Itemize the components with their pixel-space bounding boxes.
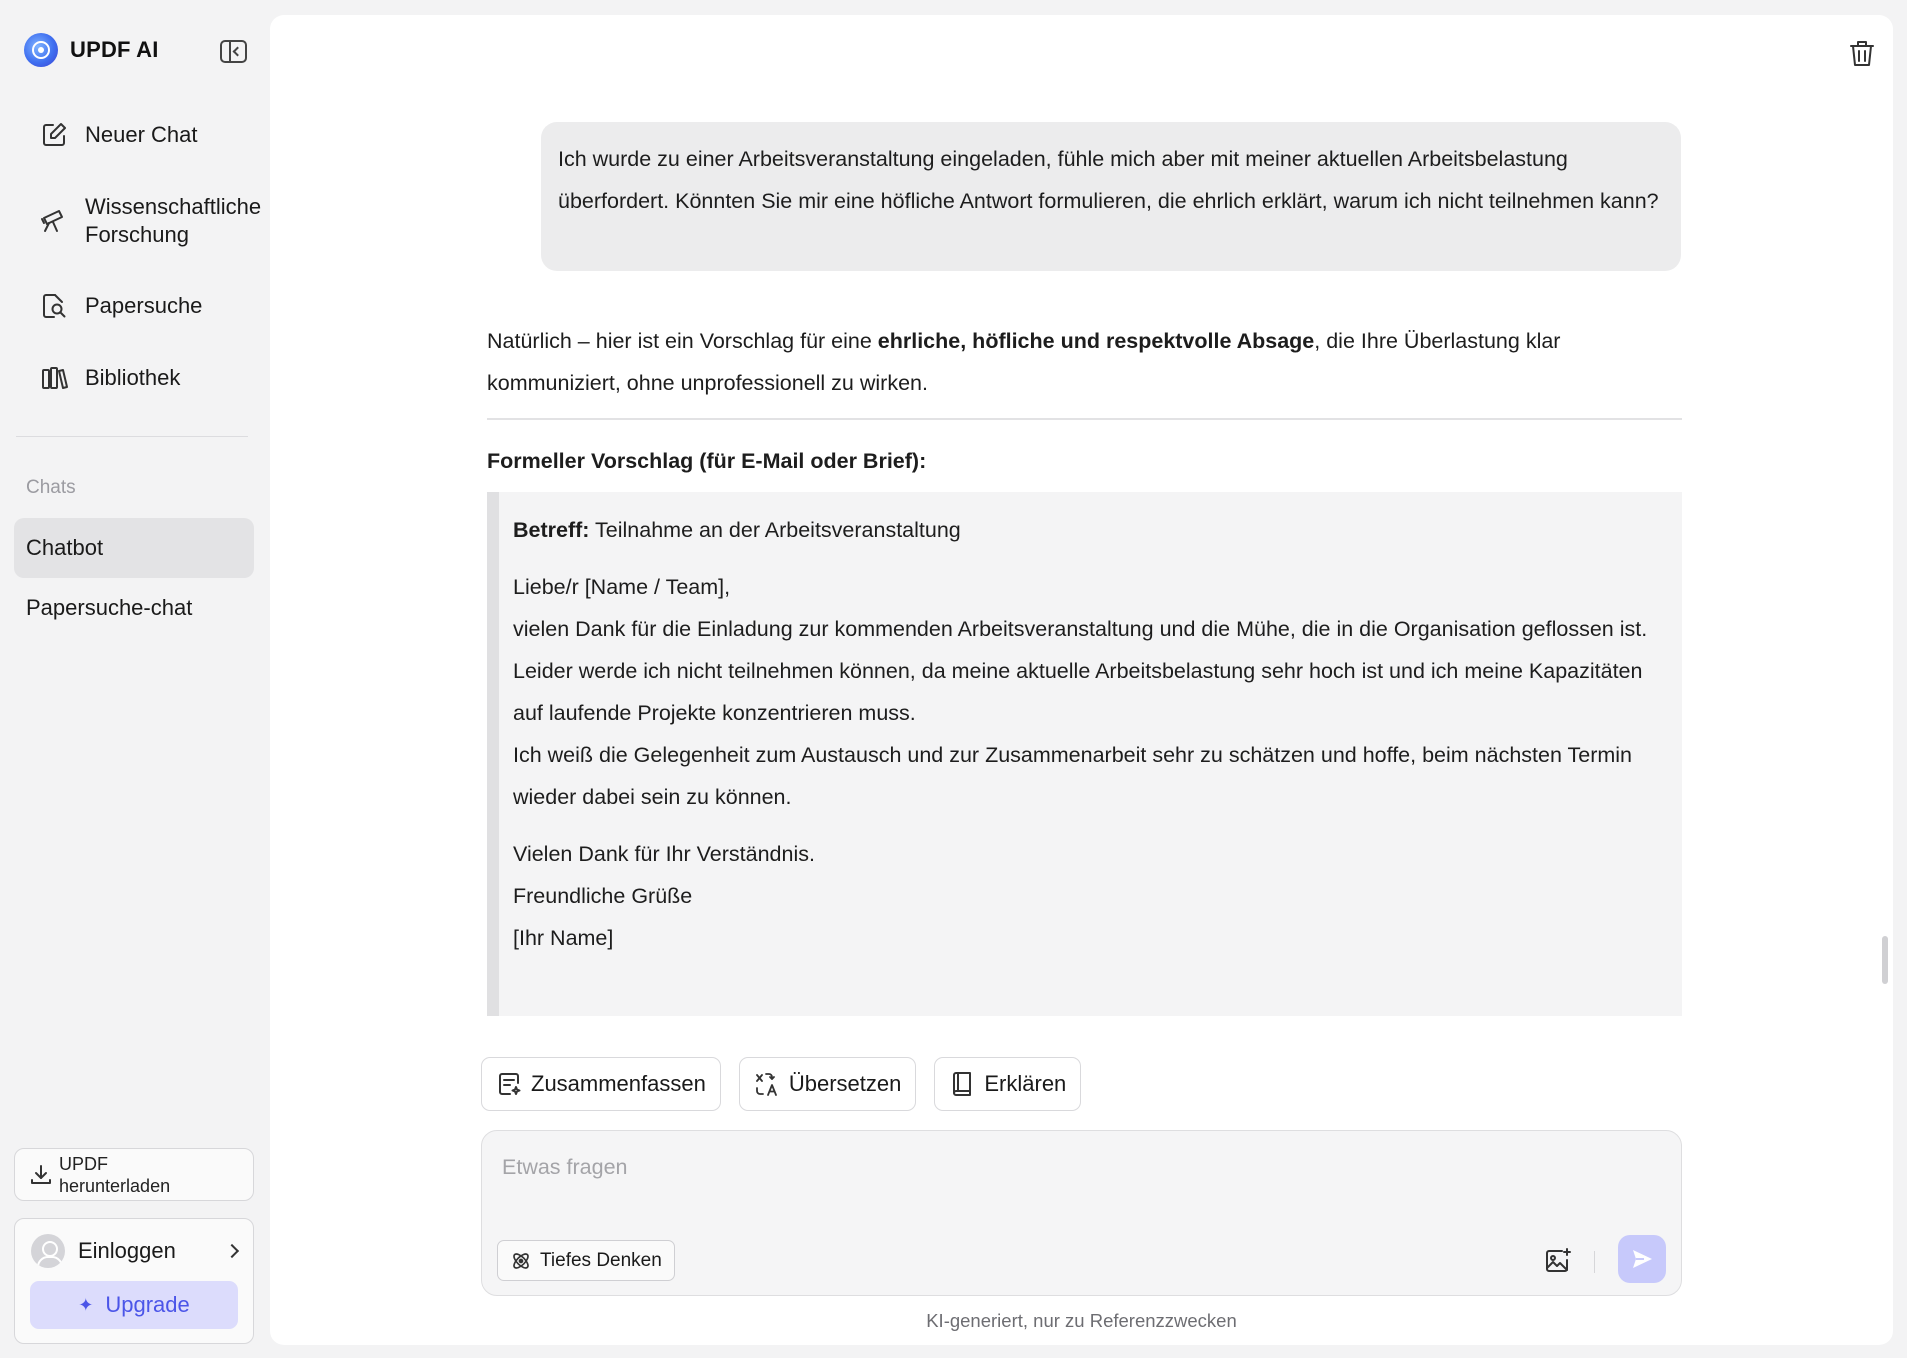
brand[interactable]	[24, 33, 159, 67]
translate-label: Übersetzen	[788, 1071, 902, 1096]
sidebar-divider	[16, 436, 248, 437]
sidebar-item-label: Neuer Chat	[85, 122, 198, 147]
letter-line: Leider werde ich nicht teilnehmen können, da meine aktuelle Arbeitsbelastung sehr hoch ist und ich meine Kapazitäten auf laufende Projekte konzentrieren muss.	[513, 659, 1643, 725]
sidebar	[0, 0, 268, 1358]
summarize-button[interactable]	[481, 1057, 721, 1111]
chat-item-paper-search-chat[interactable]	[14, 578, 254, 638]
letter-thanks: Vielen Dank für Ihr Verständnis.	[513, 842, 815, 866]
brand-name: UPDF AI	[70, 37, 159, 62]
library-icon	[40, 364, 68, 392]
letter-body	[513, 566, 1668, 818]
message-divider	[487, 418, 1682, 420]
edit-icon	[40, 121, 68, 149]
input-separator	[1594, 1251, 1595, 1273]
explain-label: Erklären	[984, 1071, 1067, 1096]
letter-subject	[513, 509, 1668, 551]
deep-think-label: Tiefes Denken	[540, 1249, 662, 1271]
upgrade-label: Upgrade	[105, 1292, 190, 1317]
telescope-icon	[40, 206, 68, 234]
send-icon	[1630, 1247, 1654, 1271]
sidebar-item-library[interactable]	[28, 364, 192, 392]
sidebar-item-paper-search[interactable]	[28, 292, 214, 320]
sidebar-item-research[interactable]	[28, 193, 262, 249]
letter-greeting: Liebe/r [Name / Team],	[513, 575, 731, 599]
collapse-sidebar-icon[interactable]	[220, 40, 247, 63]
chat-item-label: Papersuche-chat	[26, 595, 193, 620]
login-label: Einloggen	[78, 1238, 176, 1263]
letter-signature: [Ihr Name]	[513, 926, 614, 950]
letter-regards: Freundliche Grüße	[513, 884, 693, 908]
sparkle-icon: ✦	[78, 1294, 94, 1315]
upgrade-button[interactable]	[30, 1281, 238, 1329]
translate-button[interactable]	[739, 1057, 917, 1111]
summarize-label: Zusammenfassen	[531, 1071, 706, 1096]
account-panel	[14, 1218, 254, 1344]
download-updf-button[interactable]	[14, 1148, 254, 1201]
sidebar-item-label: Bibliothek	[85, 365, 181, 390]
subject-label: Betreff:	[513, 518, 590, 542]
quick-actions	[481, 1057, 1099, 1111]
download-icon	[29, 1163, 53, 1187]
ai-intro	[487, 320, 1687, 404]
chat-panel	[270, 15, 1893, 1345]
chat-input-box	[481, 1130, 1682, 1296]
letter-line: vielen Dank für die Einladung zur kommenden Arbeitsveranstaltung und die Mühe, die in die Organisation geflossen ist.	[513, 617, 1648, 641]
user-message: Ich wurde zu einer Arbeitsveranstaltung eingeladen, fühle mich aber mit meiner aktuellen Arbeitsbelastung überfordert. Könnten Sie mir eine höfliche Antwort formulieren, die ehrlich erklärt, warum ich nicht teilnehmen kann?	[541, 122, 1681, 271]
ai-intro-text: Natürlich – hier ist ein Vorschlag für eine	[487, 329, 878, 353]
download-label: UPDF herunterladen	[59, 1153, 171, 1196]
ai-intro-bold: ehrliche, höfliche und respektvolle Absage	[877, 329, 1315, 353]
file-search-icon	[40, 292, 68, 320]
ai-intro-text-end: , die Ihre Überlastung klar kommuniziert, ohne unprofessionell zu wirken.	[487, 329, 1561, 395]
chat-item-chatbot[interactable]	[14, 518, 254, 578]
updf-logo-icon	[24, 33, 58, 67]
scrollbar-thumb[interactable]	[1882, 936, 1888, 984]
sidebar-item-new-chat[interactable]	[28, 121, 210, 149]
letter-blockquote	[487, 492, 1682, 1016]
ai-disclaimer: KI-generiert, nur zu Referenzzwecken	[926, 1310, 1237, 1331]
letter-closing	[513, 833, 1668, 959]
summarize-icon	[496, 1071, 522, 1097]
chats-section-label: Chats	[26, 477, 76, 498]
chevron-right-icon	[225, 1244, 239, 1258]
send-button[interactable]	[1618, 1235, 1666, 1283]
image-upload-icon[interactable]	[1543, 1247, 1573, 1275]
translate-icon	[754, 1071, 780, 1097]
sidebar-item-label: Wissenschaftliche Forschung	[85, 194, 262, 247]
sidebar-item-label: Papersuche	[85, 293, 203, 318]
avatar	[31, 1234, 65, 1268]
login-button[interactable]	[31, 1231, 237, 1271]
ai-heading: Formeller Vorschlag (für E-Mail oder Brief):	[487, 449, 927, 473]
clear-chat-icon[interactable]	[1848, 37, 1876, 69]
atom-icon	[510, 1250, 532, 1272]
book-icon	[949, 1071, 975, 1097]
chat-input[interactable]	[502, 1149, 1652, 1185]
deep-think-toggle[interactable]	[497, 1240, 675, 1281]
chat-item-label: Chatbot	[26, 535, 104, 560]
explain-button[interactable]	[934, 1057, 1081, 1111]
subject-text: Teilnahme an der Arbeitsveranstaltung	[589, 518, 961, 542]
letter-line: Ich weiß die Gelegenheit zum Austausch und zur Zusammenarbeit sehr zu schätzen und hoffe, beim nächsten Termin wieder dabei sein zu können.	[513, 743, 1633, 809]
